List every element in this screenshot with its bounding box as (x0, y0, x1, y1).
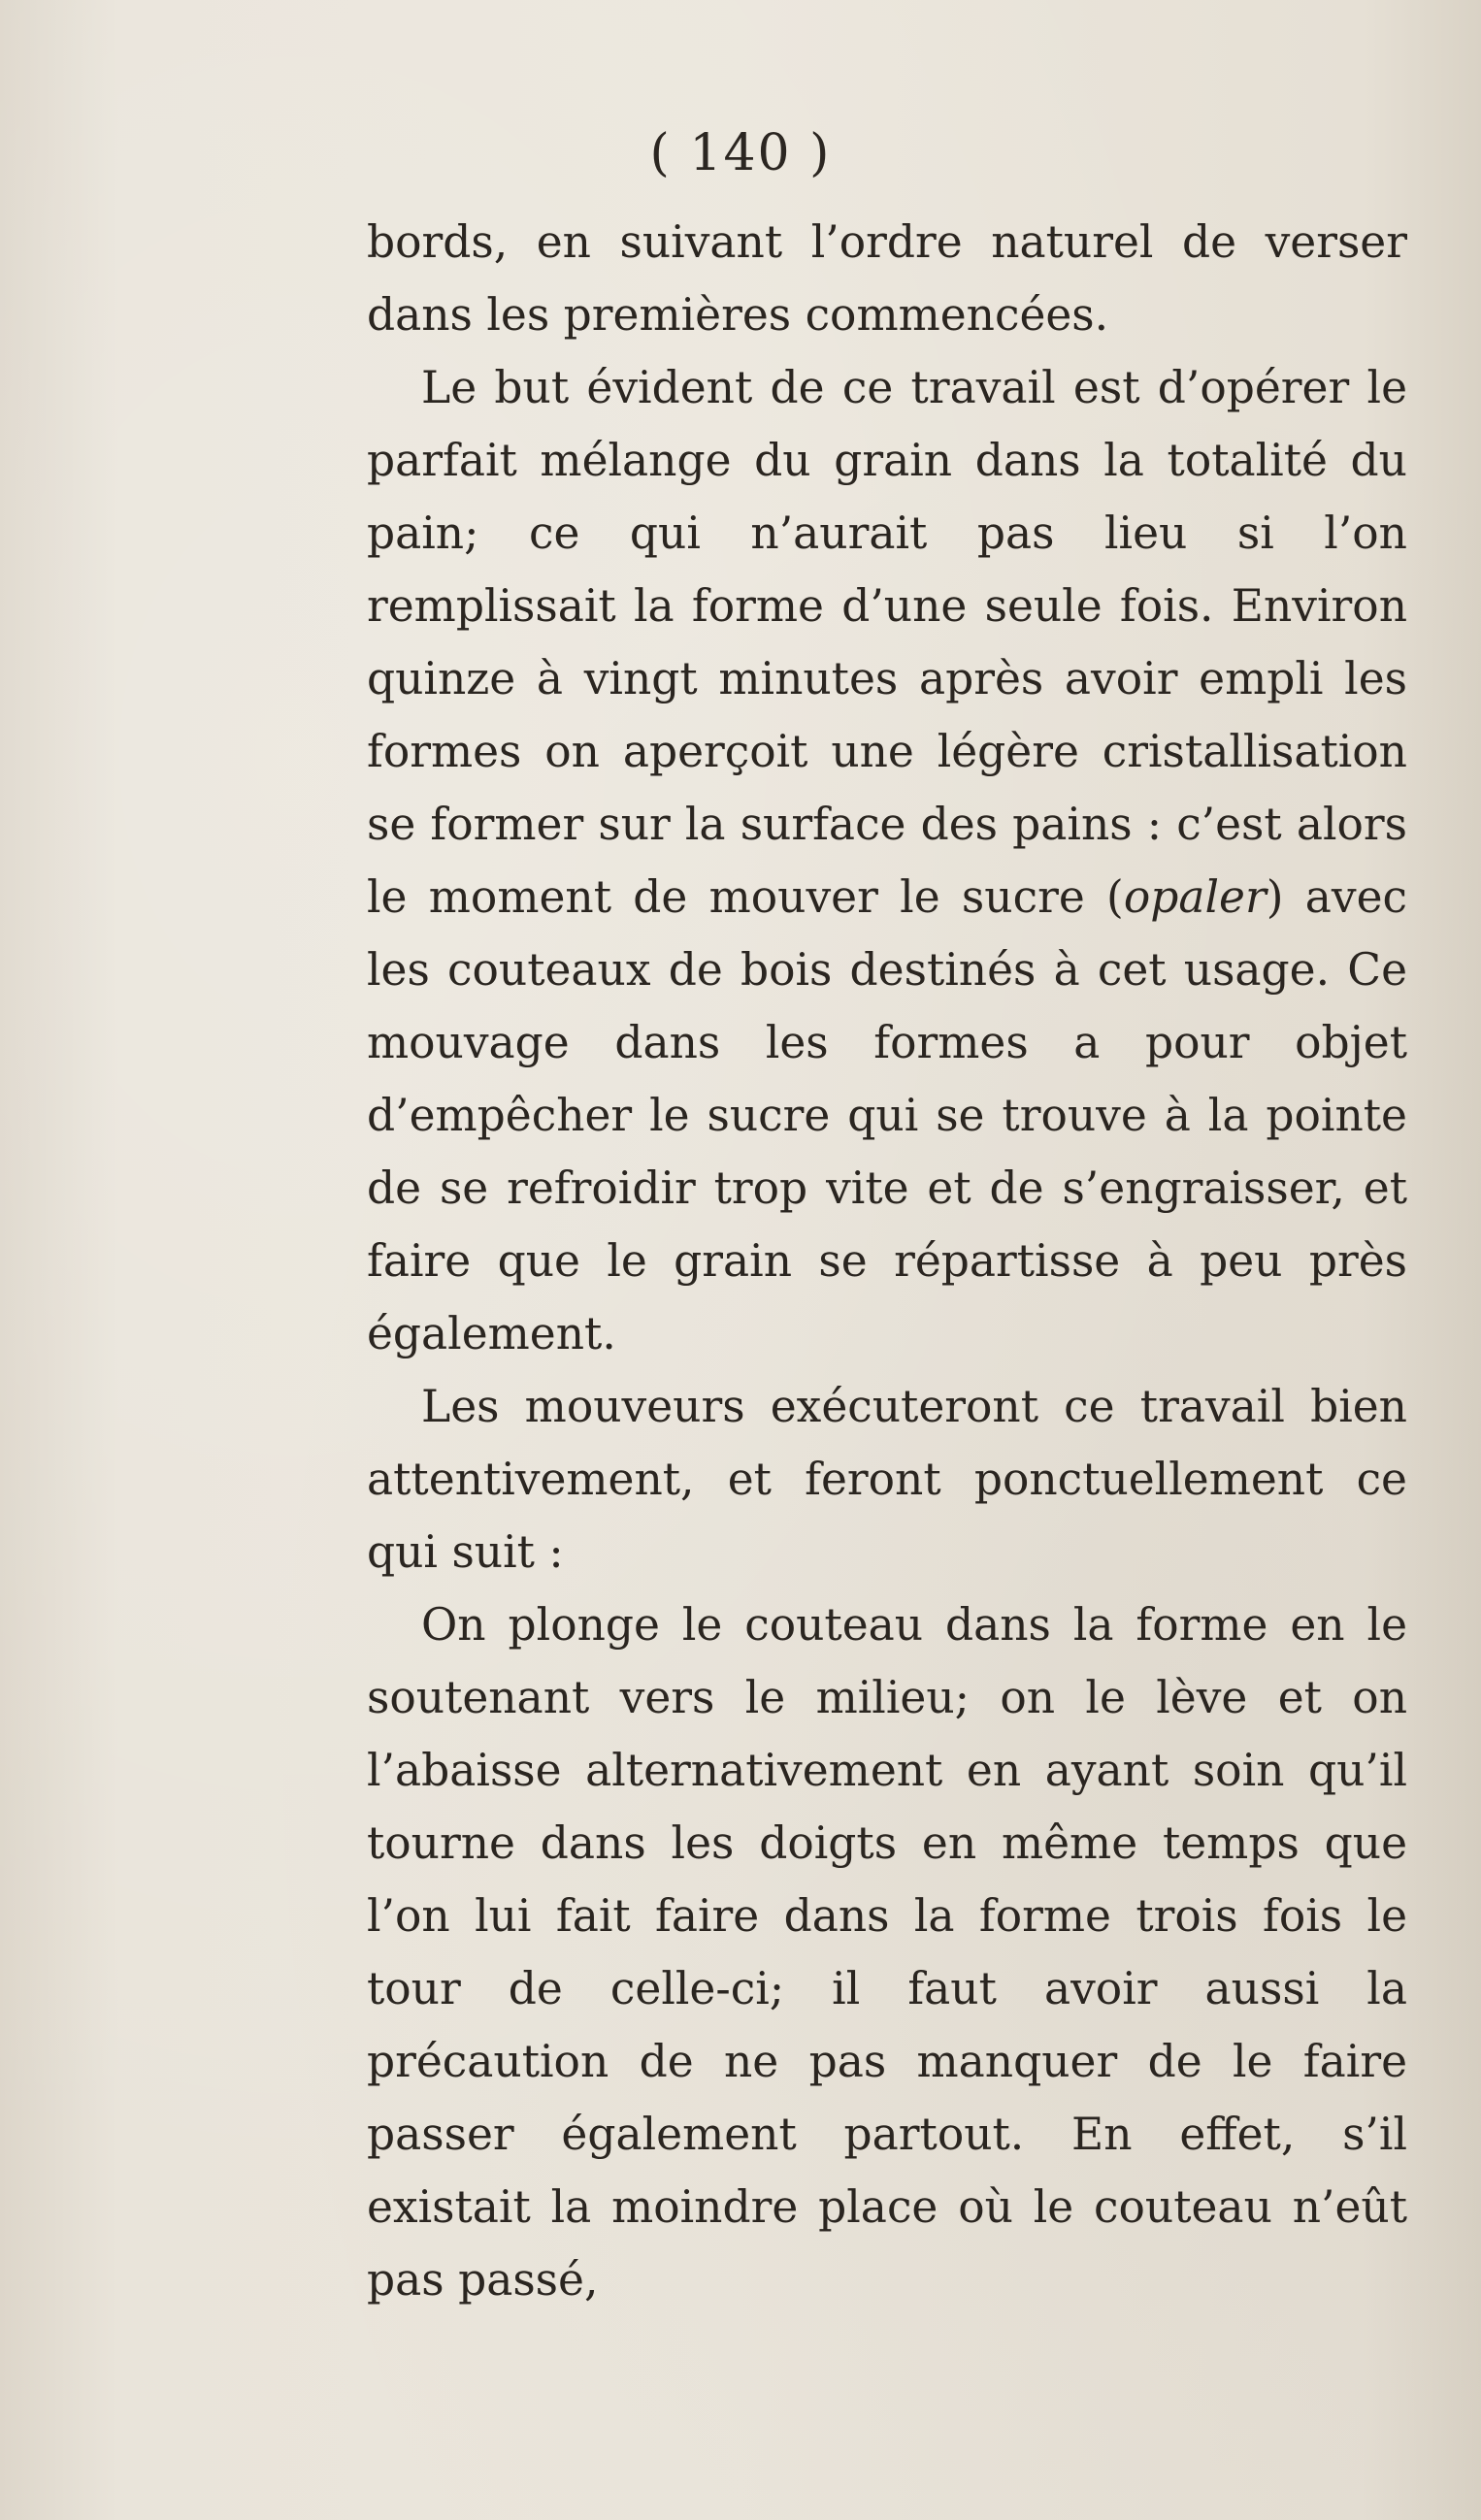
text-segment: bords, en suivant l’ordre naturel de verser dans les premières commencées. (367, 216, 1407, 341)
text-segment: On plonge le couteau dans la forme en le soutenant vers le milieu; on le lève et on l’abaisse alternativement en ayant soin qu’il tourne dans les doigts en même temps que l’on lui fait faire dans la forme trois fois le tour de celle-ci; il faut avoir aussi la précaution de ne pas manquer de le faire passer également partout. En effet, s’il existait la moindre place où le couteau n’eût pas passé, (367, 1599, 1407, 2306)
paragraph (367, 351, 1407, 1370)
italic-term: opaler (1123, 871, 1267, 923)
paragraph (367, 1588, 1407, 2316)
body-text (367, 206, 1407, 2316)
text-segment: Les mouveurs exécuteront ce travail bien attentivement, et feront ponctuellement ce qui suit : (367, 1381, 1407, 1578)
text-segment: ) avec les couteaux de bois destinés à cet usage. Ce mouvage dans les formes a pour objet d’empêcher le sucre qui se trouve à la pointe de se refroidir trop vite et de s’engraisser, et faire que le grain se répartisse à peu près également. (367, 871, 1407, 1359)
paragraph (367, 206, 1407, 351)
text-segment: Le but évident de ce travail est d’opérer le parfait mélange du grain dans la totalité du pain; ce qui n’aurait pas lieu si l’on remplissait la forme d’une seule fois. Environ quinze à vingt minutes après avoir empli les formes on aperçoit une légère cristallisation se former sur la surface des pains : c’est alors le moment de mouver le sucre ( (367, 362, 1407, 923)
paragraph (367, 1370, 1407, 1588)
page-number: ( 140 ) (649, 124, 832, 182)
